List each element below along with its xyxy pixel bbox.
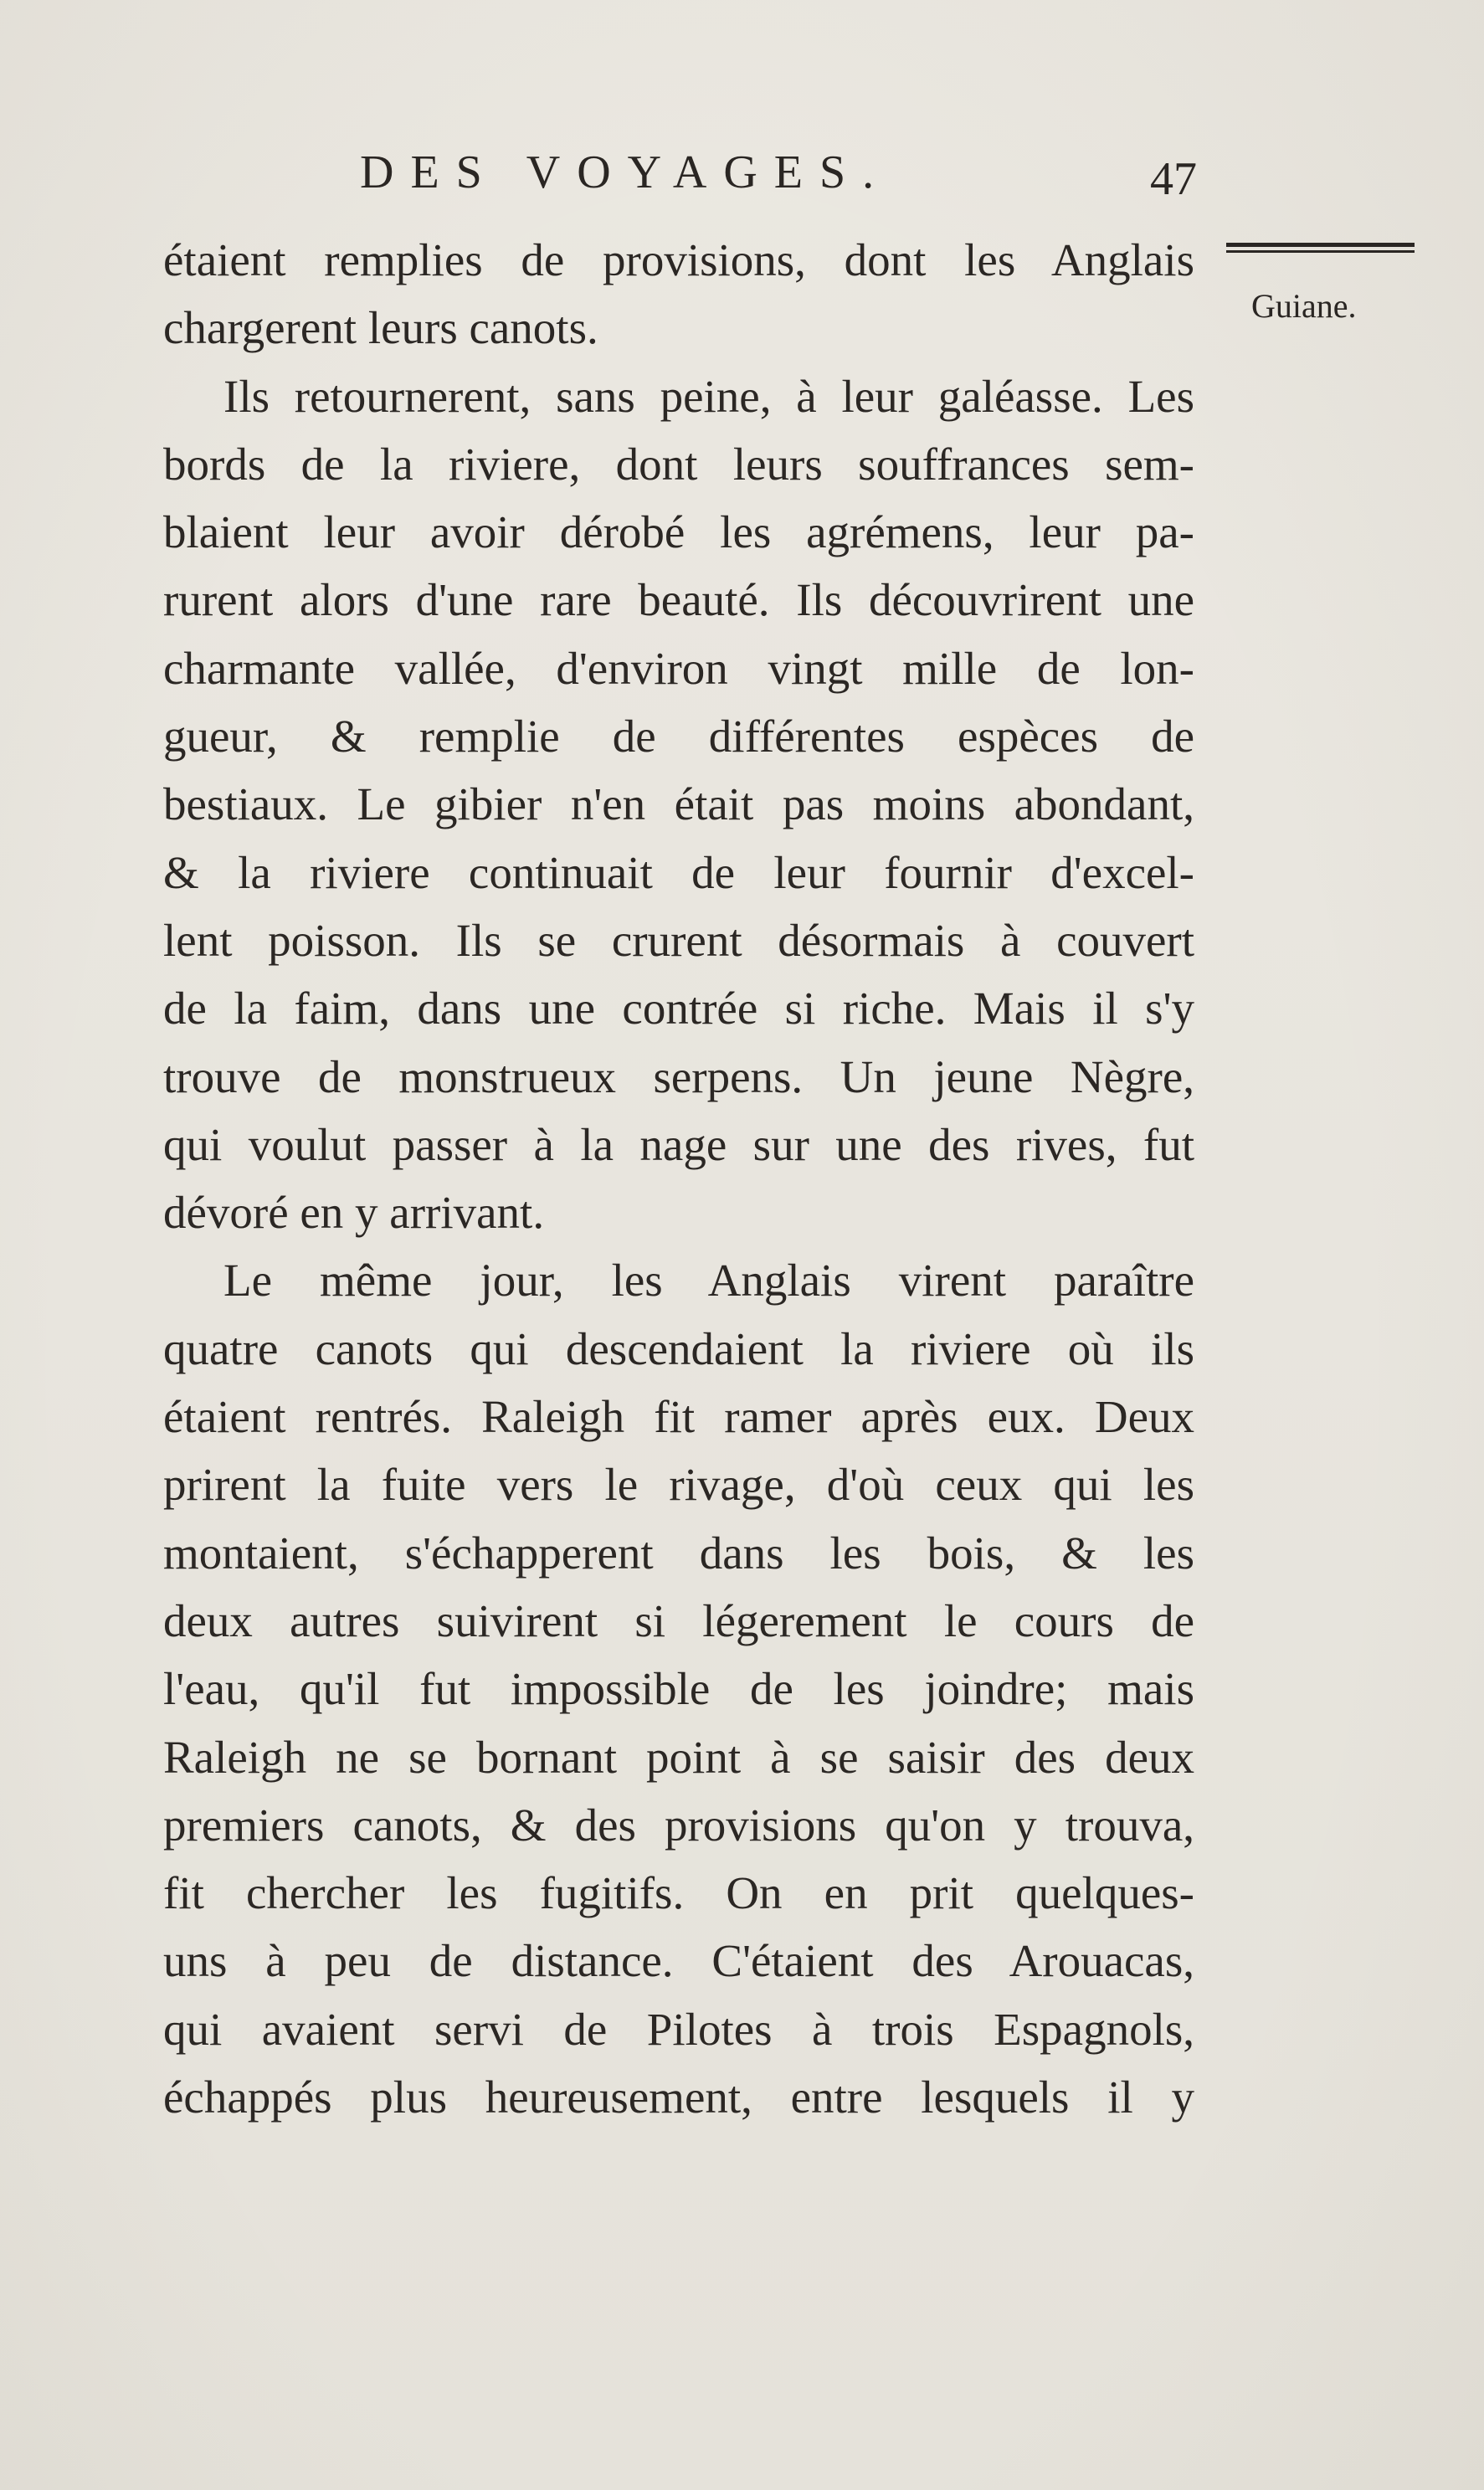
text-line: blaient leur avoir dérobé les agrémens, leur pa- bbox=[163, 506, 1194, 558]
text-line: bestiaux. Le gibier n'en était pas moins abondant, bbox=[163, 778, 1194, 830]
text-line: lent poisson. Ils se crurent désormais à couvert bbox=[163, 914, 1194, 966]
text-line: étaient rentrés. Raleigh fit ramer après eux. Deux bbox=[163, 1391, 1194, 1443]
running-title: DES VOYAGES. bbox=[360, 146, 891, 198]
body-text bbox=[163, 226, 1194, 2131]
text-line: premiers canots, & des provisions qu'on y trouva, bbox=[163, 1799, 1194, 1851]
margin-rule bbox=[1226, 243, 1415, 253]
text-line: charmante vallée, d'environ vingt mille de lon- bbox=[163, 642, 1194, 694]
text-line: montaient, s'échapperent dans les bois, & les bbox=[163, 1527, 1194, 1579]
text-line: deux autres suivirent si légerement le cours de bbox=[163, 1594, 1194, 1646]
text-line: gueur, & remplie de différentes espèces de bbox=[163, 711, 1194, 762]
text-line: qui avaient servi de Pilotes à trois Espagnols, bbox=[163, 2003, 1194, 2055]
page-header bbox=[335, 141, 1197, 216]
text-line: quatre canots qui descendaient la riviere où ils bbox=[163, 1322, 1194, 1374]
text-line: étaient remplies de provisions, dont les Anglais bbox=[163, 234, 1194, 285]
text-line: rurent alors d'une rare beauté. Ils découvrirent une bbox=[163, 574, 1194, 626]
text-line: chargerent leurs canots. bbox=[163, 302, 598, 354]
text-line: échappés plus heureusement, entre lesquels il y bbox=[163, 2072, 1194, 2123]
text-line: Le même jour, les Anglais virent paraître bbox=[223, 1255, 1194, 1307]
text-line: l'eau, qu'il fut impossible de les joindre; mais bbox=[163, 1663, 1194, 1715]
text-line: prirent la fuite vers le rivage, d'où ceux qui les bbox=[163, 1459, 1194, 1511]
text-line: fit chercher les fugitifs. On en prit quelques- bbox=[163, 1867, 1194, 1919]
margin-note: Guiane. bbox=[1251, 287, 1357, 325]
text-line: uns à peu de distance. C'étaient des Arouacas, bbox=[163, 1935, 1194, 1987]
text-line: Ils retournerent, sans peine, à leur galéasse. Les bbox=[223, 370, 1194, 422]
text-line: trouve de monstrueux serpens. Un jeune Nègre, bbox=[163, 1050, 1194, 1102]
text-line: de la faim, dans une contrée si riche. Mais il s'y bbox=[163, 983, 1194, 1035]
text-line: & la riviere continuait de leur fournir d'excel- bbox=[163, 846, 1194, 898]
text-line: Raleigh ne se bornant point à se saisir des deux bbox=[163, 1731, 1194, 1783]
text-line: bords de la riviere, dont leurs souffrances sem- bbox=[163, 438, 1194, 490]
page-number: 47 bbox=[1150, 153, 1197, 205]
text-line: qui voulut passer à la nage sur une des rives, fut bbox=[163, 1118, 1194, 1170]
text-line: dévoré en y arrivant. bbox=[163, 1187, 545, 1239]
